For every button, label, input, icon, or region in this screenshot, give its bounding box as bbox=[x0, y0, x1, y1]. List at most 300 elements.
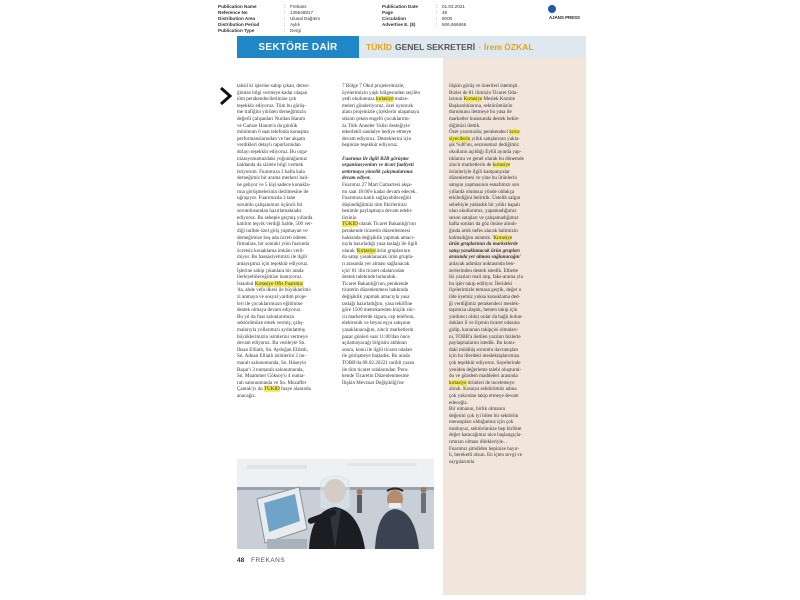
article-line bbox=[237, 129, 331, 136]
article-line bbox=[342, 347, 436, 354]
meta-key: Publication Name bbox=[218, 4, 257, 9]
article-line bbox=[342, 123, 436, 130]
article-text: hepinize teşekkür ediyoruz. bbox=[342, 142, 399, 149]
article-line bbox=[449, 327, 579, 334]
article-text: Çantalı'yı da bbox=[237, 386, 264, 393]
article-line bbox=[237, 386, 331, 393]
article-text: haldanda da sizlere bilgi vermek bbox=[237, 162, 304, 169]
article-text: tahsil ki işlerine sahip çıkan, derne- bbox=[237, 83, 310, 89]
article-line bbox=[237, 334, 331, 341]
article-text: kende Ticaretin Düzenlenmesine bbox=[342, 373, 409, 380]
article-line bbox=[342, 228, 436, 235]
article-text: derneğimiz bir arama merkezi hali- bbox=[237, 175, 309, 182]
article-text: hakkında değişiklik yapmak amacı- bbox=[342, 234, 415, 241]
article-text: firmalara, bir sonraki yılın fuarında bbox=[237, 241, 309, 248]
article-text: olarak Ticaret Bakanlığı'nın bbox=[357, 221, 416, 228]
article-text: sonra, konu ile ilgili ticaret odaları bbox=[342, 346, 413, 353]
article-text: Sn. Adnan Elliatlı isimlerini 2 nu- bbox=[237, 353, 307, 360]
article-line bbox=[237, 241, 331, 248]
article-text: pazar günleri saat 11:00'dan önce bbox=[342, 333, 410, 340]
meta-key: Distribution Area bbox=[218, 16, 256, 21]
article-text: arttırmaya yönelik çalışmalarımız bbox=[342, 168, 413, 175]
article-text: diğimizi ilettik. bbox=[449, 122, 481, 129]
article-text: rına görüşmelerinin iletilmesine ile bbox=[237, 188, 309, 195]
meta-key: Publication Date bbox=[382, 4, 418, 9]
article-text: İşlerine sahip çıkanlara bir arada bbox=[237, 267, 304, 274]
article-text: değişiklik yapmak amacıyla yasa bbox=[342, 294, 410, 300]
article-line bbox=[237, 373, 331, 380]
article-line bbox=[449, 353, 579, 360]
article-line bbox=[237, 83, 331, 90]
article-text: verdikleri detaylı raporlarından bbox=[237, 142, 301, 149]
highlighted-term: TÜKİD bbox=[263, 386, 280, 393]
article-line bbox=[449, 452, 579, 459]
article-text: ğında artık nefes alacak halimizin bbox=[449, 228, 518, 235]
article-line bbox=[342, 90, 436, 97]
article-text: Fuarımıza katılı sağlayabileceğini bbox=[342, 195, 412, 202]
meta-key: Page bbox=[382, 10, 393, 15]
article-line bbox=[237, 327, 331, 334]
meta-colon: : bbox=[284, 28, 286, 33]
article-text: organizasyonları ve ticari faaliyeti bbox=[342, 162, 414, 169]
article-text: sektörümüze emek vermiş, çalış- bbox=[237, 320, 305, 327]
article-text: İhsan Elliatlı, Sn. Aydoğan Elliatlı, bbox=[237, 346, 308, 353]
article-line bbox=[237, 393, 331, 400]
article-line bbox=[449, 96, 579, 103]
article-line bbox=[237, 195, 331, 202]
author-name: İrem ÖZKAL bbox=[483, 42, 534, 52]
article-line bbox=[449, 208, 579, 215]
article-line bbox=[342, 327, 436, 334]
article-text: Meslek Komite bbox=[482, 96, 516, 103]
article-text: fuaye alanında bbox=[279, 386, 311, 393]
article-text: rımızın olması dilekleriyle... bbox=[449, 439, 507, 446]
article-line bbox=[237, 307, 331, 314]
article-line bbox=[237, 116, 331, 123]
article-column-3 bbox=[449, 83, 579, 551]
article-line bbox=[449, 380, 579, 387]
article-line bbox=[342, 129, 436, 136]
article-text: için bu illerdeki meslektaşlarımıza bbox=[449, 353, 520, 360]
article-line bbox=[237, 314, 331, 321]
article-text: ne geliyor ve 5 kişi sadece konukla- bbox=[237, 181, 311, 188]
article-text: ve Gamze Hanım'a da günlük bbox=[237, 122, 298, 129]
meta-row bbox=[382, 22, 466, 28]
meta-colon: : bbox=[284, 22, 286, 27]
article-line bbox=[342, 380, 436, 387]
article-text: rı arasında yer alması sağlanacak bbox=[342, 261, 410, 268]
article-line bbox=[449, 406, 579, 413]
meta-colon: : bbox=[284, 10, 286, 15]
article-text: hafta sonları da göz önüne alındı- bbox=[449, 221, 518, 228]
article-line bbox=[449, 393, 579, 400]
article-text: Özet yazımızda; perakendeci bbox=[449, 129, 510, 136]
article-text: İlişkin Mevzuat Değişikliği'ne bbox=[342, 379, 404, 386]
article-line bbox=[237, 142, 331, 149]
article-text: Başkanlıklarına, sektörümüzün bbox=[449, 102, 513, 109]
article-text: şık %40'ını, sezonumuz dediğimiz bbox=[449, 142, 519, 149]
article-text: elektronik ve beyaz eşya satışının bbox=[342, 320, 411, 327]
article-text: minimum 6 saat telefonla konuşma bbox=[237, 129, 309, 136]
article-text: ile tüm ticaret odalarından 'Pera- bbox=[342, 366, 409, 373]
article-line bbox=[449, 360, 579, 367]
article-text: teşekkür ediyoruz. Tüm bu görüş- bbox=[237, 102, 307, 109]
article-text: okulların açıldığı Eylül ayında yap- bbox=[449, 148, 522, 155]
article-text: devam ediyoruz. Desteklerini için bbox=[342, 135, 412, 142]
article-line bbox=[342, 195, 436, 202]
article-line bbox=[449, 103, 579, 110]
article-line bbox=[342, 320, 436, 327]
article-text: yeniden değerleme talebi oluşturul- bbox=[449, 366, 522, 373]
article-line bbox=[342, 156, 436, 163]
article-text: 7 Bölge 7 Okul projelerimizle, bbox=[342, 83, 405, 89]
article-line bbox=[342, 307, 436, 314]
author-org: TÜKİD bbox=[366, 42, 392, 52]
article-line bbox=[342, 202, 436, 209]
article-text: gidip, konunun takipçisi olmaları- bbox=[449, 326, 519, 333]
article-text: uğraşıyor. Fuarımızda 3 tane bbox=[237, 195, 296, 202]
article-line bbox=[342, 221, 436, 228]
article-text: maralı salonumunda, Sn. Hüseyin bbox=[237, 359, 306, 366]
article-text: etkilediğini belirttik. Üstelik salgın bbox=[449, 195, 521, 202]
article-line bbox=[342, 281, 436, 288]
article-line bbox=[342, 103, 436, 110]
article-line bbox=[342, 360, 436, 367]
article-line bbox=[342, 142, 436, 149]
article-line bbox=[342, 301, 436, 308]
article-line bbox=[237, 208, 331, 215]
article-line bbox=[449, 307, 579, 314]
article-text: meleri gönderiyoruz, özel oyuncak bbox=[342, 102, 414, 109]
publication-meta-left bbox=[218, 4, 320, 34]
article-line bbox=[449, 116, 579, 123]
highlighted-term: siyecilerin bbox=[449, 135, 471, 142]
article-text: Ticaret Bakanlığı'nın, perakende bbox=[342, 280, 409, 287]
article-text: ürünleri de incelemeye bbox=[466, 379, 515, 386]
article-line bbox=[237, 261, 331, 268]
meta-value: 135548817 bbox=[290, 10, 313, 15]
article-text: göre 1500 metrekareden küçük züc- bbox=[342, 307, 416, 314]
article-line bbox=[449, 400, 579, 407]
article-text: anlayışımız için teşekkür ediyoruz. bbox=[237, 261, 309, 268]
meta-key: Publication Type bbox=[218, 28, 255, 33]
article-text: tıklarını ve genel olarak bu dönemde bbox=[449, 155, 524, 162]
article-text: TOBB'da 08.02.20221 tarihli yazısı bbox=[342, 359, 415, 366]
article-text: değerini çok iyi bilen bir sektörün bbox=[449, 412, 519, 419]
meta-value: 8000 bbox=[442, 16, 453, 21]
article-text: yıllarda olumsuz yönde oldukça bbox=[449, 188, 515, 195]
article-text: tüm perakendecilerimize çok bbox=[237, 96, 297, 103]
article-line bbox=[237, 90, 331, 97]
meta-colon: : bbox=[436, 16, 438, 21]
meta-value: 506,666666 bbox=[442, 22, 467, 27]
article-text: Sn. Muammer Göksoy'u 4 numa- bbox=[237, 373, 305, 380]
article-text: miyor. Bu hassasiyetimizi ile ilgili bbox=[237, 254, 308, 261]
fair-entrance-photo bbox=[237, 459, 434, 549]
article-text: düşündüğümüz tüm fikirlerinizi bbox=[342, 201, 407, 208]
magazine-name: FREKANS bbox=[251, 557, 286, 564]
article-line bbox=[237, 109, 331, 116]
article-line bbox=[237, 149, 331, 156]
article-line bbox=[237, 254, 331, 261]
article-line bbox=[342, 149, 436, 156]
article-text: malarıyla yollarımızı aydınlatmış bbox=[237, 326, 305, 333]
article-text: malze- bbox=[393, 96, 409, 103]
article-text: sorumlusundan hazırlamaktadır bbox=[237, 208, 302, 215]
article-text: daki mütâhiş sorumlu davranışları bbox=[449, 346, 519, 353]
article-line bbox=[342, 83, 436, 90]
article-text: satışını yapmasının esnafımızı son bbox=[449, 181, 520, 188]
article-line bbox=[342, 367, 436, 374]
article-line bbox=[237, 353, 331, 360]
article-text: İstanbul bbox=[237, 280, 255, 287]
article-line bbox=[449, 294, 579, 301]
article-line bbox=[237, 162, 331, 169]
article-line bbox=[449, 419, 579, 426]
article-line bbox=[449, 367, 579, 374]
logo-text: AJANS PRESS bbox=[549, 15, 580, 20]
article-text: büyüklerimizin isimlerini vermeye bbox=[237, 333, 308, 340]
article-text: ralı salonumunda ve Sn. Muzaffer bbox=[237, 379, 307, 386]
article-text: değerli çalışanları Nurdan Hanım bbox=[237, 115, 306, 122]
article-text: taşımıza ulaştık, hemen takip için bbox=[449, 307, 518, 314]
article-text: dukları il ve ilçenin ticaret odasına bbox=[449, 320, 520, 327]
article-line bbox=[237, 320, 331, 327]
article-text: destek talebinde bulunduk. bbox=[342, 274, 397, 281]
article-line bbox=[449, 83, 579, 90]
article-text: destek olmaya devam ediyoruz. bbox=[237, 307, 302, 314]
article-text: mı saat 18:00'e kadar devam edecek. bbox=[342, 188, 417, 195]
meta-colon: : bbox=[436, 10, 438, 15]
article-line bbox=[449, 432, 579, 439]
section-title: SEKTÖRE DAİR bbox=[258, 41, 338, 53]
meta-colon: : bbox=[436, 4, 438, 9]
article-text: cü marketlerde sigara, cep telefonu, bbox=[342, 313, 415, 320]
article-text: Bir olmanın, birlik olmanın bbox=[449, 406, 506, 413]
article-text: bu işler takip ediliyor. İlerideki bbox=[449, 280, 513, 287]
article-text: katılım teşvik verdiği halde, 500 ver- bbox=[237, 221, 313, 228]
article-line bbox=[342, 109, 436, 116]
article-text: kalmadığını anlattık. ' bbox=[449, 234, 494, 241]
article-text: yıllık satışlarının yakla- bbox=[470, 135, 520, 142]
article-line bbox=[342, 314, 436, 321]
article-text: anlacak adımlar noktasında ben- bbox=[449, 261, 516, 268]
meta-value: Dergi bbox=[290, 28, 301, 33]
article-line bbox=[449, 182, 579, 189]
article-line bbox=[449, 386, 579, 393]
article-line bbox=[449, 439, 579, 446]
article-text: zerlerinden destek istedik. Elbette bbox=[449, 267, 519, 274]
article-text: yedi okulumuza bbox=[342, 96, 376, 103]
article-line bbox=[342, 116, 436, 123]
chevron-right-icon bbox=[219, 86, 233, 106]
article-text: üyelerimizin yaşlı bölgesinden seçilen bbox=[342, 89, 420, 96]
article-line bbox=[449, 446, 579, 453]
article-line bbox=[342, 162, 436, 169]
article-text: ğimize bilgi vermeye kadar ulaşan bbox=[237, 89, 308, 96]
article-text: mensupları olduğumuz için çok bbox=[449, 419, 514, 426]
article-text: dolayı teşekkür ediyoruz. Bu orga- bbox=[237, 148, 308, 155]
article-text: me trafiğini yürüten derneğimizin bbox=[237, 109, 306, 116]
article-line bbox=[449, 254, 579, 261]
article-text: satışı yasaklanacak ürün grupları bbox=[449, 247, 520, 254]
article-line bbox=[449, 261, 579, 268]
article-text: devam ediyoruz. Bu vesileyle Sn. bbox=[237, 340, 306, 347]
highlighted-term: Kırtasiye bbox=[356, 247, 376, 254]
article-text: nizasyonumuzdaki yoğunluğumuz bbox=[237, 155, 308, 162]
article-line bbox=[449, 169, 579, 176]
highlighted-term: kırtasiye bbox=[449, 379, 467, 386]
article-text: alanı projemizle çiçeklerin ulaşamaya bbox=[342, 109, 420, 116]
article-text: ücretsiz konaklama imkânı veril- bbox=[237, 247, 305, 254]
article-line bbox=[237, 301, 331, 308]
article-line bbox=[237, 228, 331, 235]
article-line bbox=[342, 169, 436, 176]
article-line bbox=[449, 90, 579, 97]
article-text: nı, TOBB'a iletilen yazıları bizlerle bbox=[449, 333, 521, 340]
article-text: mutluyuz, sektörümüze hep birlikte bbox=[449, 425, 522, 432]
article-line bbox=[237, 248, 331, 255]
article-text: lı, bereketli olsun. En içten sevgi ve bbox=[449, 452, 522, 459]
article-line bbox=[449, 340, 579, 347]
article-text: devam ediyor. bbox=[342, 175, 371, 182]
article-line bbox=[449, 195, 579, 202]
author-role: GENEL SEKRETERİ bbox=[394, 42, 476, 52]
article-text: alındı. Konuya sektörümüz adına bbox=[449, 386, 517, 393]
article-text: sebebiyle yakladık bir yıldır kapalı bbox=[449, 201, 521, 208]
article-text: zincir marketlerin de bbox=[449, 162, 493, 169]
article-text: sezon satışları ve çalışamadığımız bbox=[449, 214, 519, 221]
article-line bbox=[237, 367, 331, 374]
author-banner bbox=[359, 36, 586, 58]
article-text: Bu yıl da fuar salonlarımıza bbox=[237, 313, 294, 320]
article-text: Fuarımız şimdiden hepinize hayır- bbox=[449, 445, 520, 452]
article-text: da satışı yasaklanacak ürün grupla- bbox=[342, 254, 414, 261]
article-line bbox=[449, 301, 579, 308]
article-line bbox=[342, 136, 436, 143]
article-text: anacağız. bbox=[237, 392, 257, 399]
article-line bbox=[449, 149, 579, 156]
article-line bbox=[342, 261, 436, 268]
article-text: nıyla hazırladığı yasa taslağı ile ilgili bbox=[342, 241, 418, 248]
highlighted-term: kırta- bbox=[509, 129, 521, 136]
article-text: sıkıntı çeken engelli çocuklarımı- bbox=[342, 115, 411, 122]
meta-value: Aylık bbox=[290, 22, 300, 27]
article-line bbox=[342, 373, 436, 380]
article-text: perakende ticaretin düzenlenmesi bbox=[342, 228, 411, 235]
article-text: olan okullarımız, yapamadığımız bbox=[449, 208, 517, 215]
article-line bbox=[449, 320, 579, 327]
article-line bbox=[449, 334, 579, 341]
article-line bbox=[449, 175, 579, 182]
meta-colon: : bbox=[284, 4, 286, 9]
article-text: ile görüşmeye başladık. Bu arada bbox=[342, 353, 410, 360]
article-line bbox=[342, 353, 436, 360]
article-text: istiyorum. Fuarımıza 3 hafta kala bbox=[237, 168, 305, 175]
meta-colon: : bbox=[436, 22, 438, 27]
article-line bbox=[449, 241, 579, 248]
fair-photo-illustration bbox=[237, 459, 434, 549]
article-text: marketler hususunda destek bekle- bbox=[449, 115, 520, 122]
article-text: olarak ' bbox=[342, 247, 357, 254]
article-text: derneğimize boş ada ücreti ödeten bbox=[237, 234, 307, 241]
article-text: paylaşmalarını istedik. Bu konu- bbox=[449, 340, 516, 347]
article-text: yardımcı oldu) onlar da bağlı bulun- bbox=[449, 313, 523, 320]
highlighted-term: kırtasiye bbox=[492, 162, 511, 169]
article-text: arasında yer alması sağlanacağın' bbox=[449, 254, 522, 261]
highlighted-term: Kırtasiye bbox=[493, 234, 513, 241]
article-line bbox=[449, 274, 579, 281]
globe-icon bbox=[548, 5, 556, 13]
article-text: edeceğiz. bbox=[449, 399, 469, 406]
article-line bbox=[237, 287, 331, 294]
article-text: lirsiniz. bbox=[342, 214, 358, 221]
article-column-2 bbox=[342, 83, 436, 453]
article-text: ilçelerimizle temasa geçtik, değer o bbox=[449, 287, 522, 294]
article-line bbox=[449, 459, 579, 466]
meta-row bbox=[218, 28, 320, 34]
article-text: sorumlu çalışanımızı üçüncü bir bbox=[237, 201, 303, 208]
article-line bbox=[342, 268, 436, 275]
article-text: tekerlekli sandalye hediye etmeye bbox=[342, 129, 412, 136]
meta-value: 01.03.2021 bbox=[442, 4, 465, 9]
article-line bbox=[237, 360, 331, 367]
article-text: için' 81 ilin ticaret odalarından bbox=[342, 267, 405, 274]
article-line bbox=[449, 142, 579, 149]
article-text: zi anmaya ve sosyal yardım proje- bbox=[237, 294, 308, 300]
article-text: 'da, ahde vefa ilkesi ile büyüklerimi- bbox=[237, 287, 312, 294]
article-line bbox=[342, 175, 436, 182]
article-line bbox=[449, 314, 579, 321]
article-text: Başar'ı 3 numaralı salonumunda, bbox=[237, 366, 304, 373]
highlighted-term: Kırtasiye bbox=[463, 96, 483, 103]
article-line bbox=[449, 248, 579, 255]
article-text: ilerleyebileceğimize inanıyoruz. bbox=[237, 274, 303, 281]
article-text: leri ile çocuklarımızın eğitimine bbox=[237, 300, 303, 307]
article-line bbox=[342, 96, 436, 103]
article-text: taslağı hazırladığını, yasa teklifine bbox=[342, 300, 413, 307]
meta-key: Reference No bbox=[218, 10, 248, 15]
article-line bbox=[449, 235, 579, 242]
highlighted-term: TÜKİD bbox=[342, 221, 358, 228]
meta-value: 48 bbox=[442, 10, 448, 15]
article-text: düzenlemesi ve yine bu ürünlerin bbox=[449, 175, 517, 182]
article-text: diği tarihte özel giriş yapmayan ve bbox=[237, 228, 308, 235]
article-line bbox=[449, 287, 579, 294]
article-text: ediyoruz. Bu sebeple geçmiş yıllarda bbox=[237, 214, 313, 221]
meta-colon: : bbox=[284, 16, 286, 21]
article-text: du ve gündem maddeleri arasında bbox=[449, 373, 518, 380]
article-line bbox=[449, 228, 579, 235]
article-column-1 bbox=[237, 83, 331, 453]
meta-key: Distribution Period bbox=[218, 22, 260, 27]
meta-key: Circulation bbox=[382, 16, 406, 21]
article-text: çok teşekkür ediyoruz. Sayelerinde bbox=[449, 359, 521, 366]
article-line bbox=[449, 373, 579, 380]
article-text: Fuarımız 27 Mart Cumartesi akşa- bbox=[342, 181, 413, 188]
article-line bbox=[342, 294, 436, 301]
article-text: ürün gruplarının da marketlerde bbox=[449, 241, 518, 248]
article-line bbox=[342, 287, 436, 294]
article-line bbox=[342, 248, 436, 255]
highlighted-term: Kırtasiye Ofis Fuarımız bbox=[254, 280, 304, 287]
article-line bbox=[449, 129, 579, 136]
article-line bbox=[449, 347, 579, 354]
article-line bbox=[449, 156, 579, 163]
article-line bbox=[237, 96, 331, 103]
article-text: ilde üyemiz yoksa konuklama ded- bbox=[449, 294, 521, 300]
article-text: değer katacağımız nice başlangıçla- bbox=[449, 432, 522, 439]
